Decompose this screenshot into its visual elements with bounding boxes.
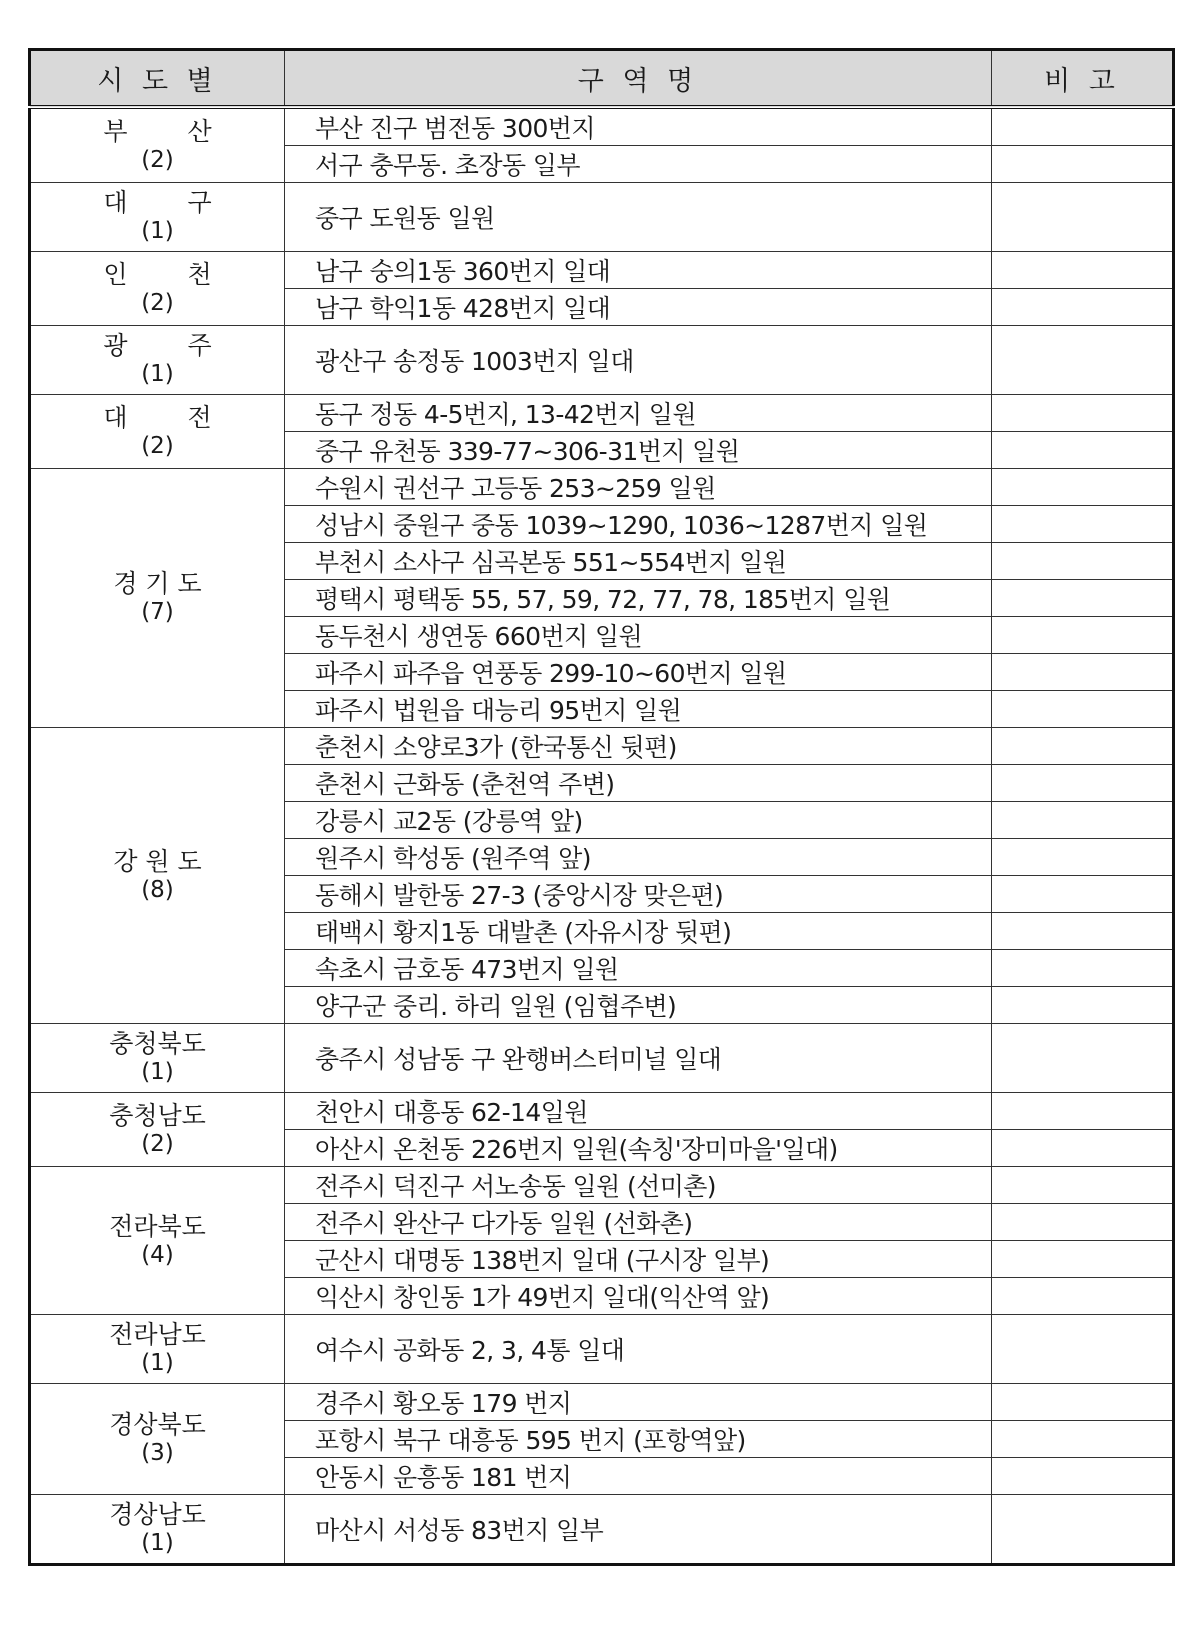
area-cell: 춘천시 소양로3가 (한국통신 뒷편) [285,728,992,765]
area-cell: 마산시 서성동 83번지 일부 [285,1495,992,1565]
region-cell [30,252,285,326]
region-name: 강 원 도 [113,846,202,876]
remark-cell [992,146,1174,183]
region-name: 경 기 도 [113,569,202,598]
remark-cell [992,1167,1174,1204]
region-cell [30,728,285,1024]
region-cell [30,469,285,728]
region-cell [30,326,285,395]
region-cell [30,395,285,469]
area-cell: 전주시 완산구 다가동 일원 (선화촌) [285,1204,992,1241]
area-cell: 군산시 대명동 138번지 일대 (구시장 일부) [285,1241,992,1278]
region-count: (2) [141,432,174,459]
region-cell [30,183,285,252]
region-cell [30,107,285,183]
area-cell: 남구 학익1동 428번지 일대 [285,289,992,326]
table-header [30,50,1174,108]
remark-cell [992,802,1174,839]
remark-cell [992,1024,1174,1093]
table-row [30,183,1174,252]
region-count: (1) [141,361,174,387]
remark-cell [992,654,1174,691]
remark-cell [992,326,1174,395]
area-cell: 광산구 송정동 1003번지 일대 [285,326,992,395]
region-count: (3) [141,1440,174,1466]
table-row [30,1167,1174,1204]
area-cell: 파주시 법원읍 대능리 95번지 일원 [285,691,992,728]
table-row [30,728,1174,765]
remark-cell [992,506,1174,543]
remark-cell [992,395,1174,432]
area-cell: 원주시 학성동 (원주역 앞) [285,839,992,876]
region-name: 전라북도 [109,1211,206,1241]
region-name: 충청남도 [109,1100,206,1130]
area-cell: 여수시 공화동 2, 3, 4통 일대 [285,1315,992,1384]
region-name: 경상북도 [109,1410,206,1439]
region-count: (1) [141,1059,174,1085]
region-cell [30,1167,285,1315]
table-row [30,1024,1174,1093]
remark-cell [992,543,1174,580]
region-name: 대 전 [103,402,238,432]
district-table [28,48,1175,1566]
area-cell: 중구 도원동 일원 [285,183,992,252]
region-name: 인 천 [103,259,238,289]
district-table-container [28,48,1172,1566]
table-row [30,395,1174,432]
area-cell: 남구 숭의1동 360번지 일대 [285,252,992,289]
region-name: 충청북도 [109,1029,206,1058]
region-cell [30,1384,285,1495]
region-count: (2) [141,289,174,316]
remark-cell [992,432,1174,469]
area-cell: 천안시 대흥동 62-14일원 [285,1093,992,1130]
region-count: (2) [141,146,174,173]
region-count: (1) [141,1350,174,1376]
remark-cell [992,289,1174,326]
remark-cell [992,1241,1174,1278]
region-cell [30,1315,285,1384]
region-count: (2) [141,1130,174,1157]
header-region: 시 도 별 [30,50,285,108]
remark-cell [992,987,1174,1024]
area-cell: 동해시 발한동 27-3 (중앙시장 맞은편) [285,876,992,913]
remark-cell [992,469,1174,506]
header-remark: 비 고 [992,50,1174,108]
remark-cell [992,617,1174,654]
remark-cell [992,1093,1174,1130]
region-cell [30,1495,285,1565]
area-cell: 파주시 파주읍 연풍동 299-10~60번지 일원 [285,654,992,691]
area-cell: 태백시 황지1동 대발촌 (자유시장 뒷편) [285,913,992,950]
remark-cell [992,765,1174,802]
area-cell: 충주시 성남동 구 완행버스터미널 일대 [285,1024,992,1093]
area-cell: 수원시 권선구 고등동 253~259 일원 [285,469,992,506]
region-name: 부 산 [103,116,238,146]
remark-cell [992,1421,1174,1458]
remark-cell [992,107,1174,146]
remark-cell [992,1384,1174,1421]
region-name: 광 주 [103,331,238,360]
table-row [30,252,1174,289]
remark-cell [992,950,1174,987]
remark-cell [992,691,1174,728]
area-cell: 전주시 덕진구 서노송동 일원 (선미촌) [285,1167,992,1204]
remark-cell [992,1204,1174,1241]
remark-cell [992,876,1174,913]
area-cell: 양구군 중리. 하리 일원 (임협주변) [285,987,992,1024]
area-cell: 포항시 북구 대흥동 595 번지 (포항역앞) [285,1421,992,1458]
area-cell: 동구 정동 4-5번지, 13-42번지 일원 [285,395,992,432]
table-row [30,469,1174,506]
region-cell [30,1024,285,1093]
table-row [30,1093,1174,1130]
area-cell: 부산 진구 범전동 300번지 [285,107,992,146]
region-count: (1) [141,1530,174,1556]
remark-cell [992,839,1174,876]
table-body [30,107,1174,1565]
table-row [30,1384,1174,1421]
table-row [30,107,1174,146]
region-cell [30,1093,285,1167]
region-name: 전라남도 [109,1320,206,1349]
area-cell: 경주시 황오동 179 번지 [285,1384,992,1421]
area-cell: 서구 충무동. 초장동 일부 [285,146,992,183]
region-count: (8) [141,876,174,903]
region-count: (1) [141,218,174,244]
region-count: (4) [141,1241,174,1268]
remark-cell [992,1315,1174,1384]
remark-cell [992,728,1174,765]
area-cell: 동두천시 생연동 660번지 일원 [285,617,992,654]
header-row [30,50,1174,108]
remark-cell [992,183,1174,252]
area-cell: 강릉시 교2동 (강릉역 앞) [285,802,992,839]
area-cell: 중구 유천동 339-77~306-31번지 일원 [285,432,992,469]
header-area: 구 역 명 [285,50,992,108]
area-cell: 속초시 금호동 473번지 일원 [285,950,992,987]
area-cell: 안동시 운흥동 181 번지 [285,1458,992,1495]
table-row [30,326,1174,395]
table-row [30,1495,1174,1565]
area-cell: 성남시 중원구 중동 1039~1290, 1036~1287번지 일원 [285,506,992,543]
table-row [30,1315,1174,1384]
area-cell: 익산시 창인동 1가 49번지 일대(익산역 앞) [285,1278,992,1315]
remark-cell [992,1495,1174,1565]
area-cell: 춘천시 근화동 (춘천역 주변) [285,765,992,802]
region-count: (7) [141,599,174,625]
area-cell: 부천시 소사구 심곡본동 551~554번지 일원 [285,543,992,580]
remark-cell [992,1130,1174,1167]
region-name: 대 구 [103,188,238,217]
remark-cell [992,913,1174,950]
remark-cell [992,580,1174,617]
area-cell: 평택시 평택동 55, 57, 59, 72, 77, 78, 185번지 일원 [285,580,992,617]
region-name: 경상남도 [109,1500,206,1529]
remark-cell [992,1458,1174,1495]
remark-cell [992,1278,1174,1315]
remark-cell [992,252,1174,289]
area-cell: 아산시 온천동 226번지 일원(속칭'장미마을'일대) [285,1130,992,1167]
